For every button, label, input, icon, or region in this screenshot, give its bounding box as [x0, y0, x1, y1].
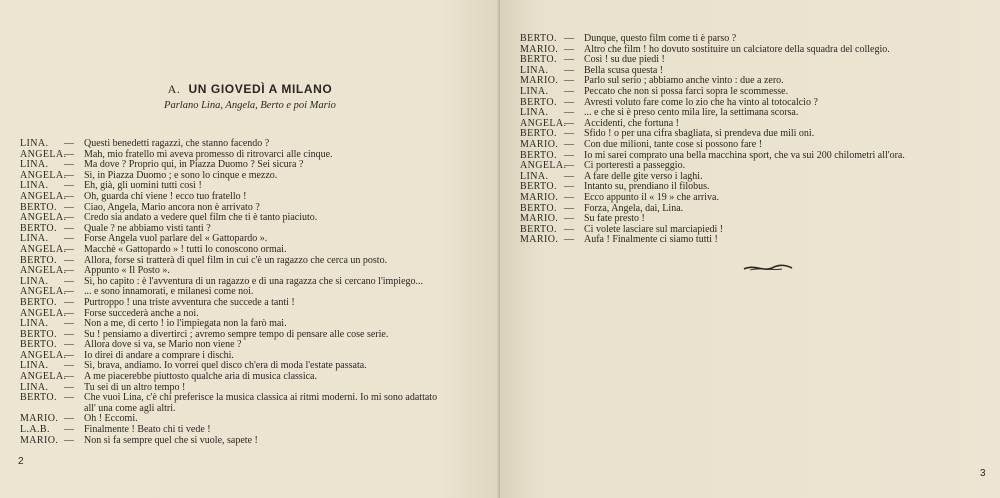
dialogue-dash: —: [64, 243, 74, 255]
dialogue-text: A fare delle gite verso i laghi.: [584, 170, 703, 182]
dialogue-text: Io mi sarei comprato una bella macchina sport, che va sui 200 chilometri all'ora.: [584, 149, 905, 161]
dialogue-text: Ciao, Angela, Mario ancora non è arrivato ?: [84, 201, 260, 213]
speaker-name: BERTO.: [520, 96, 557, 108]
dialogue-dash: —: [64, 275, 74, 287]
speaker-name: MARIO.: [520, 234, 559, 246]
dialogue-text: Allora, forse si tratterà di quel film in cui c'è un ragazzo che cerca un posto.: [84, 254, 388, 266]
dialogue-dash: —: [64, 159, 74, 171]
speaker-name: MARIO.: [20, 434, 59, 446]
speaker-name: LINA.: [20, 180, 49, 192]
speaker-name: MARIO.: [520, 75, 559, 87]
right-page: [500, 0, 1000, 498]
dialogue-text: Sfido ! o per una cifra sbagliata, si prendeva due mili oni.: [584, 128, 815, 140]
dialogue-text: Sì, in Piazza Duomo ; e sono lo cinque e mezzo.: [84, 169, 278, 181]
dialogue-text: Forse succederà anche a noi.: [84, 307, 199, 319]
dialogue-text: Forza, Angela, dai, Lina.: [584, 202, 684, 214]
speaker-name: ANGELA.: [520, 160, 567, 172]
dialogue-dash: —: [564, 128, 574, 140]
dialogue-text: Con due milioni, tante cose si possono fare !: [584, 138, 763, 150]
dialogue-text: Oh, guarda chi viene ! ecco tuo fratello !: [84, 190, 247, 202]
dialogue-dash: —: [564, 117, 574, 129]
dialogue-text: Appunto « Il Posto ».: [84, 265, 170, 277]
dialogue-text: Su ! pensiamo a divertirci ; avremo sempre tempo di pensare alle cose serie.: [84, 328, 389, 340]
speaker-name: MARIO.: [20, 413, 59, 425]
dialogue-dash: —: [64, 212, 74, 224]
dialogue-text: A me piacerebbe piuttosto qualche aria di musica classica.: [84, 371, 317, 383]
speaker-name: ANGELA.: [20, 349, 67, 361]
dialogue-dash: —: [564, 138, 574, 150]
speaker-name: LINA.: [20, 381, 49, 393]
speaker-name: LINA.: [20, 159, 49, 171]
dialogue-text: Non si fa sempre quel che si vuole, sapete !: [84, 434, 258, 446]
dialogue-dash: —: [64, 190, 74, 202]
speaker-name: BERTO.: [520, 223, 557, 235]
dialogue-text: Ci porteresti a passeggio.: [584, 160, 686, 172]
dialogue-line: [520, 34, 990, 45]
speaker-name: MARIO.: [520, 191, 559, 203]
dialogue-dash: —: [64, 318, 74, 330]
dialogue-dash: —: [564, 75, 574, 87]
dialogue-dash: —: [564, 107, 574, 119]
dialogue-text: Bella scusa questa !: [584, 64, 664, 76]
section-title: UN GIOVEDÌ A MILANO: [188, 82, 333, 96]
dialogue-dash: —: [64, 148, 74, 160]
speaker-name: BERTO.: [20, 328, 57, 340]
dialogue-line: [20, 139, 490, 150]
dialogue-dash: —: [64, 201, 74, 213]
dialogue-dash: —: [564, 43, 574, 55]
speaker-name: LINA.: [20, 233, 49, 245]
dialogue-dash: —: [564, 223, 574, 235]
dialogue-line: [20, 192, 490, 203]
dialogue-text: Non a me, di certo ! io l'impiegata non la farò mai.: [84, 318, 287, 330]
dialogue-dash: —: [64, 339, 74, 351]
dialogue-text: Oh ! Eccomi.: [84, 413, 138, 425]
dialogue-dash: —: [64, 349, 74, 361]
dialogue-dash: —: [64, 138, 74, 149]
speaker-name: ANGELA.: [20, 169, 67, 181]
page-number-right: 3: [980, 468, 986, 479]
dialogue-text: Sì, ho capito : è l'avventura di un ragazzo e di una ragazza che si cercano l'impiego...: [84, 275, 424, 287]
speaker-name: LINA.: [20, 275, 49, 287]
dialogue-dash: —: [64, 296, 74, 308]
dialogue-dash: —: [64, 413, 74, 425]
dialogue-line: [520, 193, 990, 204]
dialogue-dash: —: [64, 233, 74, 245]
dialogue-dash: —: [564, 64, 574, 76]
speaker-name: LINA.: [520, 170, 549, 182]
speaker-name: ANGELA.: [20, 243, 67, 255]
dialogue-text: Peccato che non si possa farci sopra le scommesse.: [584, 85, 789, 97]
dialogue-text: Eh, già, gli uomini tutti così !: [84, 180, 202, 192]
dialogue-text: Ci volete lasciare sul marciapiedi !: [584, 223, 724, 235]
dialogue-text: Intanto su, prendiano il filobus.: [584, 181, 710, 193]
section-heading: [0, 82, 500, 97]
speaker-name: BERTO.: [520, 128, 557, 140]
speaker-name: ANGELA.: [20, 212, 67, 224]
speaker-name: LINA.: [20, 360, 49, 372]
dialogue-text: Tu sei di un altro tempo !: [84, 381, 186, 393]
dialogue-dash: —: [564, 170, 574, 182]
speaker-name: BERTO.: [20, 339, 57, 351]
dialogue-dash: —: [564, 181, 574, 193]
dialogue-dash: —: [64, 434, 74, 446]
speaker-name: ANGELA.: [520, 117, 567, 129]
dialogue-text: Mah, mio fratello mi aveva promesso di ritrovarci alle cinque.: [84, 148, 333, 160]
dialogue-dash: —: [64, 180, 74, 192]
dialogue-dash: —: [64, 265, 74, 277]
dialogue-text: Finalmente ! Beato chi ti vede !: [84, 424, 211, 436]
dialogue-dash: —: [564, 234, 574, 246]
dialogue-text: Dunque, questo film come ti è parso ?: [584, 33, 737, 44]
speaker-name: MARIO.: [520, 213, 559, 225]
dialogue-dash: —: [64, 328, 74, 340]
section-subtitle: Parlano Lina, Angela, Berto e poi Mario: [164, 100, 336, 111]
dialogue-line: [20, 436, 490, 447]
dialogue-right: [520, 34, 990, 246]
dialogue-text: Avresti voluto fare come lo zio che ha vinto al totocalcio ?: [584, 96, 818, 108]
speaker-name: MARIO.: [520, 43, 559, 55]
swash-ornament-icon: [742, 262, 794, 274]
speaker-name: ANGELA.: [20, 371, 67, 383]
dialogue-dash: —: [564, 33, 574, 44]
dialogue-text: Io direi di andare a comprare i dischi.: [84, 349, 234, 361]
speaker-name: LINA.: [20, 318, 49, 330]
dialogue-text: all' una come agli altri.: [84, 402, 176, 414]
dialogue-dash: —: [64, 254, 74, 266]
dialogue-line: [20, 298, 490, 309]
dialogue-dash: —: [564, 202, 574, 214]
dialogue-dash: —: [64, 424, 74, 436]
dialogue-text: Purtroppo ! una triste avventura che succede a tanti !: [84, 296, 295, 308]
speaker-name: ANGELA.: [20, 307, 67, 319]
dialogue-text: Accidenti, che fortuna !: [584, 117, 679, 129]
dialogue-dash: —: [564, 54, 574, 66]
speaker-name: BERTO.: [520, 54, 557, 66]
dialogue-text: Così ! su due piedi !: [584, 54, 665, 66]
dialogue-dash: —: [64, 222, 74, 234]
speaker-name: ANGELA.: [20, 148, 67, 160]
speaker-name: MARIO.: [520, 138, 559, 150]
dialogue-text: Questi benedetti ragazzi, che stanno facendo ?: [84, 138, 270, 149]
dialogue-dash: —: [64, 392, 74, 404]
dialogue-dash: —: [564, 213, 574, 225]
speaker-name: ANGELA.: [20, 286, 67, 298]
dialogue-dash: —: [564, 149, 574, 161]
speaker-name: LINA.: [20, 138, 49, 149]
speaker-name: LINA.: [520, 85, 549, 97]
dialogue-text: Aufa ! Finalmente ci siamo tutti !: [584, 234, 718, 246]
dialogue-text: Quale ? ne abbiamo visti tanti ?: [84, 222, 211, 234]
speaker-name: BERTO.: [520, 149, 557, 161]
dialogue-text: Ecco appunto il « 19 » che arriva.: [584, 191, 719, 203]
dialogue-line: [520, 235, 990, 246]
speaker-name: BERTO.: [20, 254, 57, 266]
dialogue-text: Credo sia andato a vedere quel film che ti è tanto piaciuto.: [84, 212, 318, 224]
dialogue-text: Allora dove si va, se Mario non viene ?: [84, 339, 242, 351]
speaker-name: BERTO.: [20, 201, 57, 213]
dialogue-dash: —: [564, 96, 574, 108]
dialogue-left: [20, 139, 490, 446]
dialogue-text: ... e sono innamorati, e milanesi come noi.: [84, 286, 254, 298]
speaker-name: ANGELA.: [20, 265, 67, 277]
dialogue-dash: —: [64, 286, 74, 298]
dialogue-line: [520, 87, 990, 98]
dialogue-dash: —: [64, 381, 74, 393]
dialogue-text: ... e che si è preso cento mila lire, la settimana scorsa.: [584, 107, 799, 119]
page-number-left: 2: [18, 456, 24, 467]
dialogue-text: Che vuoi Lina, c'è chi preferisce la musica classica ai ritmi moderni. Io mi sono adattato: [84, 392, 438, 404]
speaker-name: L.A.B.: [20, 424, 50, 436]
speaker-name: BERTO.: [20, 222, 57, 234]
speaker-name: ANGELA.: [20, 190, 67, 202]
dialogue-dash: —: [64, 360, 74, 372]
dialogue-text: Sì, brava, andiamo. Io vorrei quel disco ch'era di moda l'estate passata.: [84, 360, 367, 372]
dialogue-dash: —: [564, 160, 574, 172]
speaker-name: LINA.: [520, 107, 549, 119]
dialogue-dash: —: [64, 169, 74, 181]
speaker-name: BERTO.: [520, 181, 557, 193]
dialogue-text: Parlo sul serio ; abbiamo anche vinto : due a zero.: [584, 75, 784, 87]
dialogue-text: Forse Angela vuol parlare del « Gattopardo ».: [84, 233, 268, 245]
speaker-name: BERTO.: [20, 296, 57, 308]
speaker-name: BERTO.: [520, 33, 557, 44]
dialogue-text: Macchè « Gattopardo » ! tutti lo conoscono ormai.: [84, 243, 287, 255]
section-number: A.: [167, 82, 181, 96]
dialogue-dash: —: [64, 371, 74, 383]
dialogue-text: Su fate presto !: [584, 213, 645, 225]
dialogue-line: [520, 140, 990, 151]
speaker-name: LINA.: [520, 64, 549, 76]
speaker-name: BERTO.: [20, 392, 57, 404]
speaker-name: BERTO.: [520, 202, 557, 214]
dialogue-dash: —: [564, 85, 574, 97]
dialogue-text: Ma dove ? Proprio qui, in Piazza Duomo ? Sei sicura ?: [84, 159, 304, 171]
dialogue-text: Altro che film ! ho dovuto sostituire un calciatore della squadra del collegio.: [584, 43, 890, 55]
dialogue-dash: —: [564, 191, 574, 203]
dialogue-line: [20, 245, 490, 256]
dialogue-dash: —: [64, 307, 74, 319]
